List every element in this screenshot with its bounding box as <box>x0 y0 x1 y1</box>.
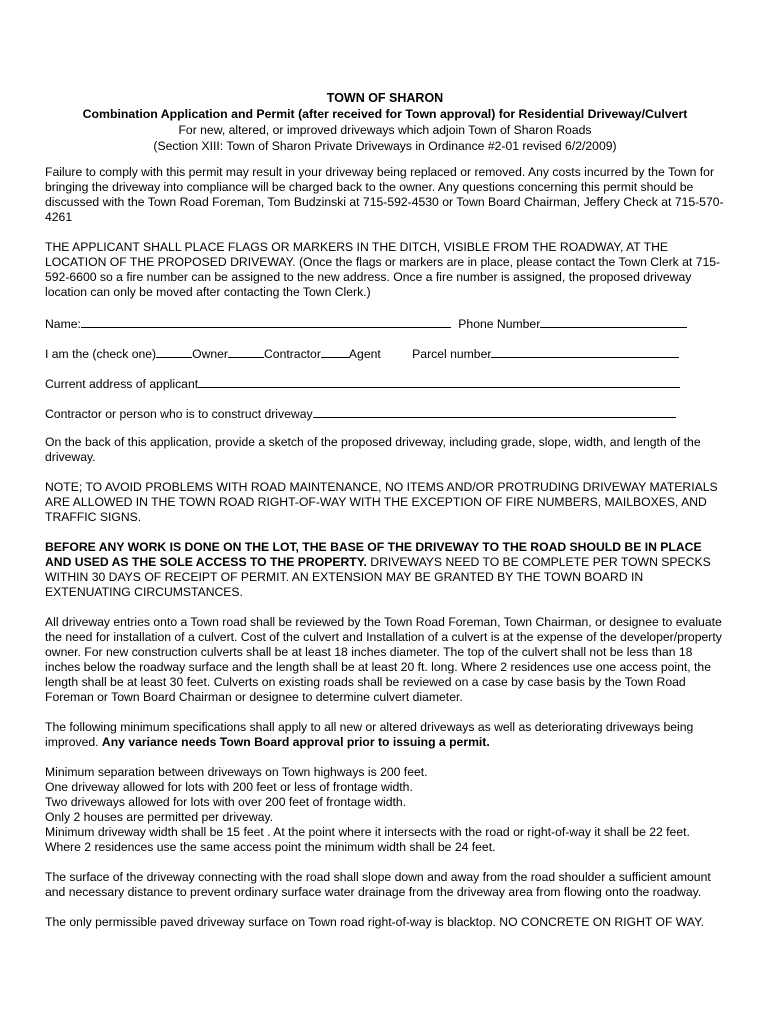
name-field[interactable] <box>81 315 451 328</box>
phone-label: Phone Number <box>458 317 541 331</box>
spec-item: Two driveways allowed for lots with over 200 feet of frontage width. <box>45 795 407 809</box>
agent-label: Agent <box>348 347 381 361</box>
failure-paragraph: Failure to comply with this permit may result in your driveway being replaced or removed. Any costs incurred by the Town for bringing the driveway into compliance will be charged back to the owner. Any questions concerning this permit should be discussed with the Town Road Foreman, Tom Budzinski at 715-592-4530 or Town Board Chairman, Jeffery Check at 715-570-4261 <box>45 165 724 224</box>
check-one-label: I am the (check one) <box>45 347 157 361</box>
applicant-type-row <box>45 345 727 360</box>
address-row <box>45 375 727 390</box>
parcel-field[interactable] <box>491 345 679 358</box>
header-ordinance-line: (Section XIII: Town of Sharon Private Driveways in Ordinance #2-01 revised 6/2/2009) <box>153 139 617 153</box>
flags-paragraph: THE APPLICANT SHALL PLACE FLAGS OR MARKERS IN THE DITCH, VISIBLE FROM THE ROADWAY, AT THE LOCATION OF THE PROPOSED DRIVEWAY. (Once the flags or markers are in place, please contact the Town Clerk at 715-592-6600 so a fire number can be assigned to the new address. Once a fire number is assigned, the proposed driveway location can only be moved after contacting the Town Clerk.) <box>45 240 721 299</box>
constructor-label: Contractor or person who is to construct driveway <box>45 407 313 421</box>
parcel-label: Parcel number <box>412 347 492 361</box>
contractor-checkbox[interactable] <box>228 345 264 358</box>
sketch-paragraph: On the back of this application, provide a sketch of the proposed driveway, including grade, slope, width, and length of the driveway. <box>45 435 701 464</box>
surface-paragraph: The surface of the driveway connecting with the road shall slope down and away from the road shoulder a sufficient amount and necessary distance to prevent ordinary surface water drainage from the driveway area from flowing onto the roadway. <box>45 870 711 899</box>
spec-item: Only 2 houses are permitted per driveway. <box>45 810 274 824</box>
owner-label: Owner <box>192 347 228 361</box>
agent-checkbox[interactable] <box>321 345 349 358</box>
culvert-paragraph: All driveway entries onto a Town road shall be reviewed by the Town Road Foreman, Town Chairman, or designee to evaluate the need for installation of a culvert. Cost of the culvert and Installation of a culvert is at the expense of the developer/property owner. For new construction culverts shall be at least 18 inches diameter. The top of the culvert shall not be less than 18 inches below the roadway surface and the length shall be at least 20 ft. long. Where 2 residences use one access point, the length shall be at least 30 feet. Culverts on existing roads shall be reviewed on a case by case basis by the Town Road Foreman or Town Board Chairman or designee to determine culvert diameter. <box>45 615 722 704</box>
document-header <box>40 90 730 154</box>
header-scope-line: For new, altered, or improved driveways which adjoin Town of Sharon Roads <box>178 123 592 137</box>
spec-item: One driveway allowed for lots with 200 feet or less of frontage width. <box>45 780 413 794</box>
specs-intro-text: The following minimum specifications shall apply to all new or altered driveways as well as deteriorating driveways being improved. <box>45 720 694 749</box>
constructor-row <box>45 405 727 420</box>
document-body <box>45 165 727 945</box>
document-title: TOWN OF SHARON <box>326 91 444 105</box>
address-field[interactable] <box>198 375 680 388</box>
name-label: Name: <box>45 317 81 331</box>
spec-item: Minimum separation between driveways on Town highways is 200 feet. <box>45 765 428 779</box>
note-paragraph: NOTE; TO AVOID PROBLEMS WITH ROAD MAINTENANCE, NO ITEMS AND/OR PROTRUDING DRIVEWAY MATERIALS ARE ALLOWED IN THE TOWN ROAD RIGHT-OF-WAY WITH THE EXCEPTION OF FIRE NUMBERS, MAILBOXES, AND TRAFFIC SIGNS. <box>45 480 718 524</box>
specs-intro-bold: Any variance needs Town Board approval prior to issuing a permit. <box>101 735 490 749</box>
name-phone-row <box>45 315 727 330</box>
spec-item: Where 2 residences use the same access point the minimum width shall be 24 feet. <box>45 840 496 854</box>
specs-intro-paragraph <box>45 720 727 750</box>
spec-list <box>45 765 727 855</box>
spec-item: Minimum driveway width shall be 15 feet . At the point where it intersects with the road or right-of-way it shall be 22 feet. <box>45 825 690 839</box>
phone-field[interactable] <box>540 315 687 328</box>
paved-paragraph: The only permissible paved driveway surface on Town road right-of-way is blacktop. NO CONCRETE ON RIGHT OF WAY. <box>45 915 705 929</box>
document-subtitle: Combination Application and Permit (after received for Town approval) for Residential Driveway/Culvert <box>82 107 688 121</box>
address-label: Current address of applicant <box>45 377 199 391</box>
constructor-field[interactable] <box>313 405 676 418</box>
contractor-label: Contractor <box>264 347 321 361</box>
before-work-paragraph <box>45 540 727 600</box>
before-work-rest: DRIVEWAYS NEED TO BE COMPLETE PER TOWN SPECKS WITHIN 30 DAYS OF RECEIPT OF PERMIT. AN EXTENSION MAY BE GRANTED BY THE TOWN BOARD IN EXTENUATING CIRCUMSTANCES. <box>45 555 711 599</box>
owner-checkbox[interactable] <box>156 345 192 358</box>
before-work-bold: BEFORE ANY WORK IS DONE ON THE LOT, THE BASE OF THE DRIVEWAY TO THE ROAD SHOULD BE IN PLACE AND USED AS THE SOLE ACCESS TO THE PROPERTY. <box>45 540 702 569</box>
